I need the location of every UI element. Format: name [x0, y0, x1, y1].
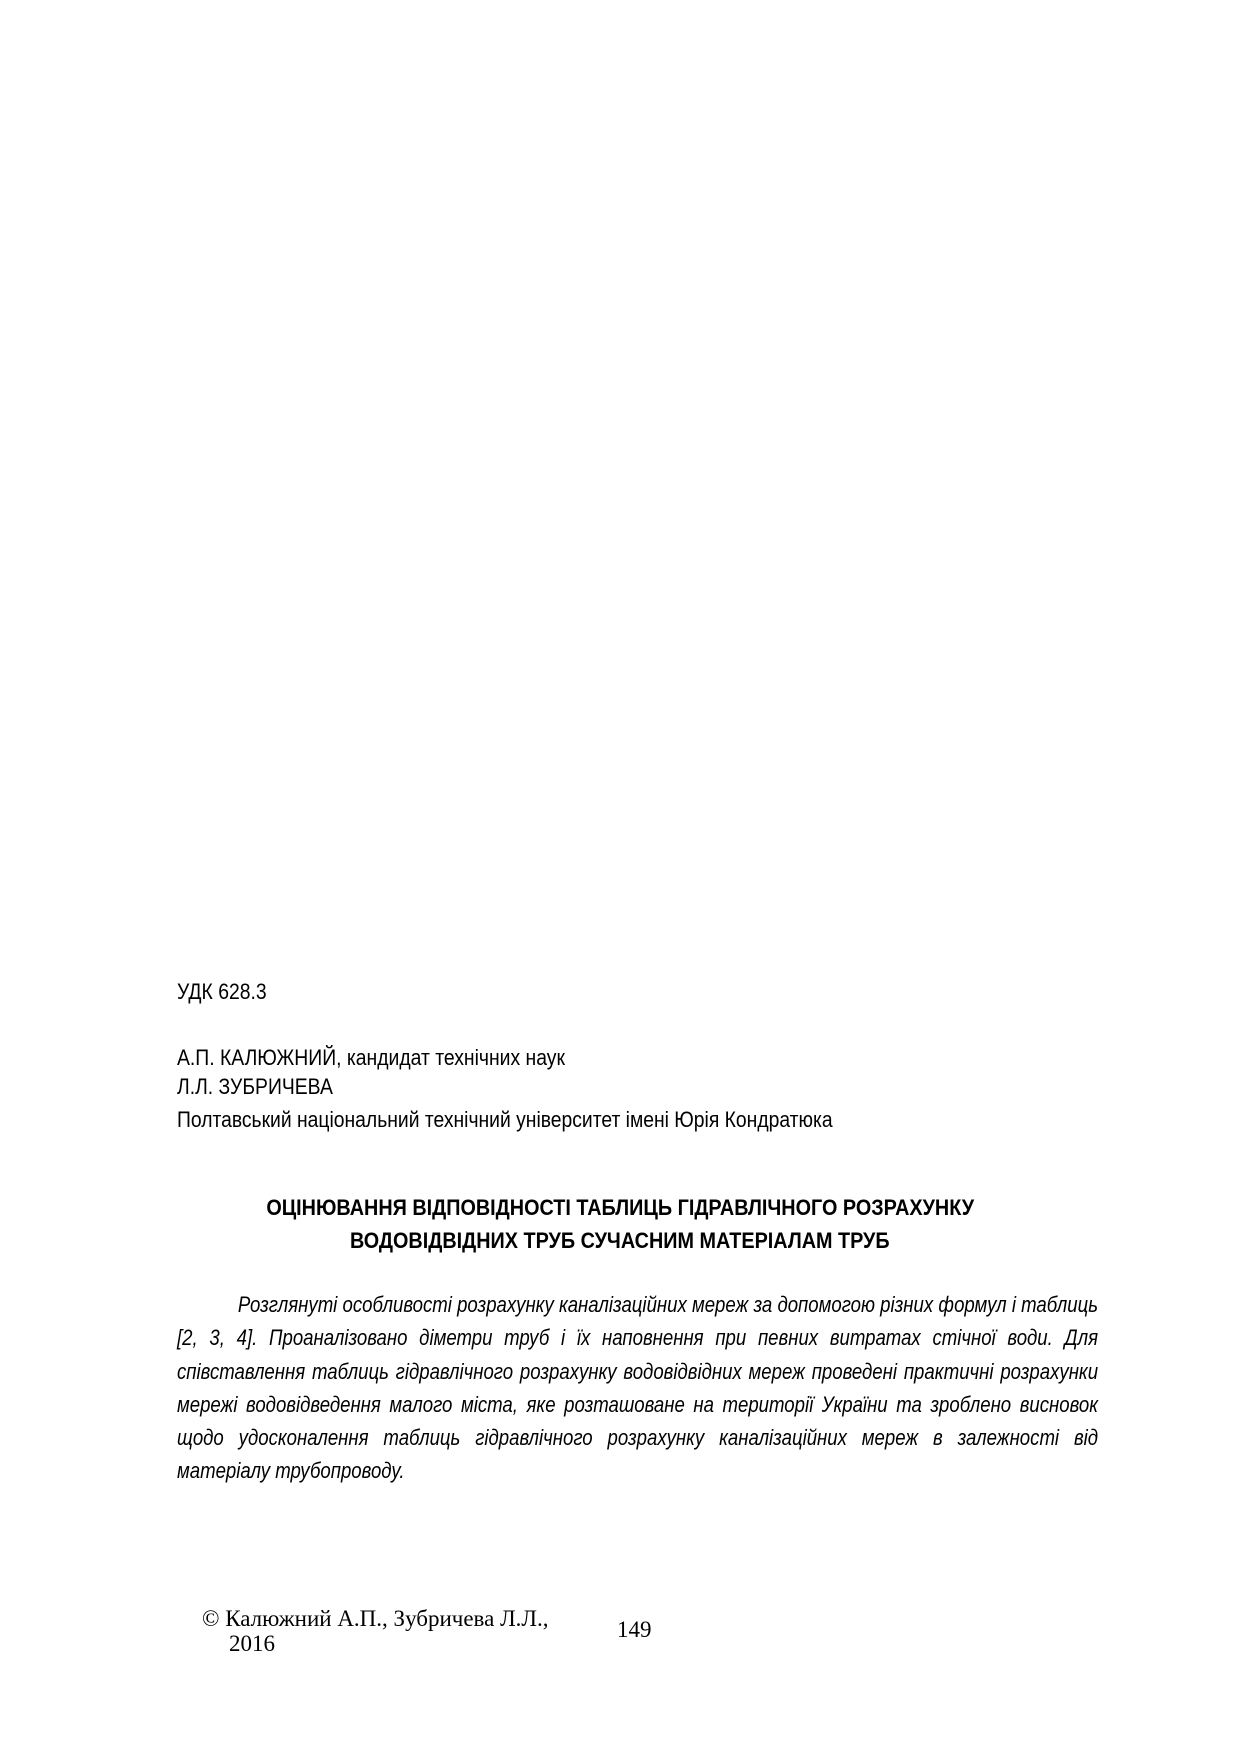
author-1: А.П. КАЛЮЖНИЙ, кандидат технічних наук	[177, 1045, 565, 1070]
paper-title-line-1	[150, 1195, 1090, 1221]
paper-title-text-2: ВОДОВІДВІДНИХ ТРУБ СУЧАСНИМ МАТЕРІАЛАМ ТРУБ	[350, 1228, 890, 1253]
abstract: Розглянуті особливості розрахунку каналізаційних мереж за допомогою різних формул і таблиць [2, 3, 4]. Проаналізовано діметри труб і їх наповнення при певних витратах стічної води. Для співставлення таблиць гідравлічного розрахунку водовідвідних мереж проведені практичні розрахунки мережі водовідведення малого міста, яке розташоване на території України та зроблено висновок щодо удосконалення таблиць гідравлічного розрахунку каналізаційних мереж в залежності від матеріалу трубопроводу.	[177, 1292, 1099, 1484]
copyright-notice: © Калюжний А.П., Зубричева Л.Л.,	[202, 1606, 549, 1631]
affiliation: Полтавський національний технічний університет імені Юрія Кондратюка	[177, 1107, 833, 1132]
udc-code: УДК 628.3	[177, 979, 267, 1004]
paper-title-text-1: ОЦІНЮВАННЯ ВІДПОВІДНОСТІ ТАБЛИЦЬ ГІДРАВЛІЧНОГО РОЗРАХУНКУ	[266, 1195, 974, 1220]
page-number: 149	[617, 1617, 652, 1642]
paper-title-line-2	[150, 1228, 1090, 1254]
author-2: Л.Л. ЗУБРИЧЕВА	[177, 1074, 333, 1099]
copyright-year: 2016	[229, 1631, 275, 1656]
